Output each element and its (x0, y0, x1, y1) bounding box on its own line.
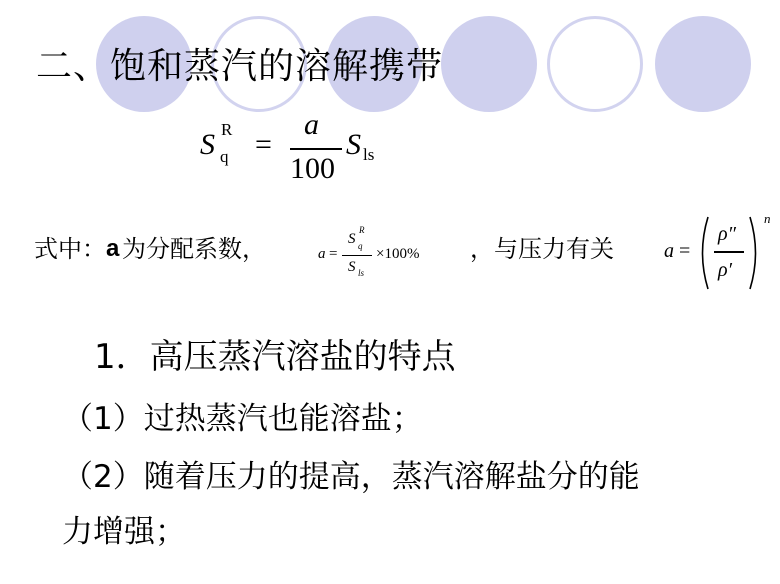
formula-equals: = (255, 128, 272, 161)
formula-denominator-symbol: S (348, 259, 356, 275)
formula-equals: = (329, 246, 338, 262)
definition-prefix: 式中： (34, 235, 106, 263)
section-heading: 1．高压蒸汽溶盐的特点 (94, 337, 456, 377)
point-item: （1）过热蒸汽也能溶盐； (62, 401, 423, 437)
formula-superscript: R (221, 120, 233, 139)
formula-equals: = (679, 240, 691, 262)
formula-exponent: n (764, 211, 771, 226)
formula-denominator: 100 (290, 152, 335, 185)
formula-subscript: q (358, 241, 363, 251)
formula-numerator-symbol: S (348, 231, 356, 247)
fraction-bar (342, 255, 372, 256)
formula-subscript: ls (358, 268, 365, 278)
definition-text: 为分配系数， (122, 235, 266, 263)
formula-superscript: R (359, 225, 365, 235)
left-parenthesis (696, 216, 710, 290)
formula-denominator: ρ′ (718, 259, 732, 281)
formula-symbol: S (200, 128, 215, 161)
formula-subscript: q (220, 147, 229, 166)
right-parenthesis (748, 216, 762, 290)
formula-subscript: ls (363, 145, 375, 164)
formula-symbol: a (318, 246, 326, 262)
fraction-bar (290, 148, 342, 150)
distribution-coefficient-formula (318, 222, 468, 286)
decorative-circle (441, 16, 537, 112)
symbol-a: a (106, 235, 120, 262)
formula-numerator: a (304, 108, 319, 141)
pressure-relation-text: ，与压力有关 (470, 235, 614, 263)
point-item-continuation: 力增强； (62, 514, 186, 550)
point-item: （2）随着压力的提高，蒸汽溶解盐分的能 (62, 459, 640, 495)
decorative-circle (655, 16, 751, 112)
pressure-formula (664, 210, 780, 294)
fraction-bar (714, 251, 744, 253)
main-formula (200, 108, 400, 188)
formula-symbol: S (346, 128, 361, 161)
formula-numerator: ρ″ (718, 223, 736, 245)
decorative-ring (547, 16, 643, 112)
formula-symbol: a (664, 240, 674, 262)
formula-percent: ×100% (376, 246, 420, 262)
slide-title: 二、饱和蒸汽的溶解携带 (36, 46, 444, 87)
